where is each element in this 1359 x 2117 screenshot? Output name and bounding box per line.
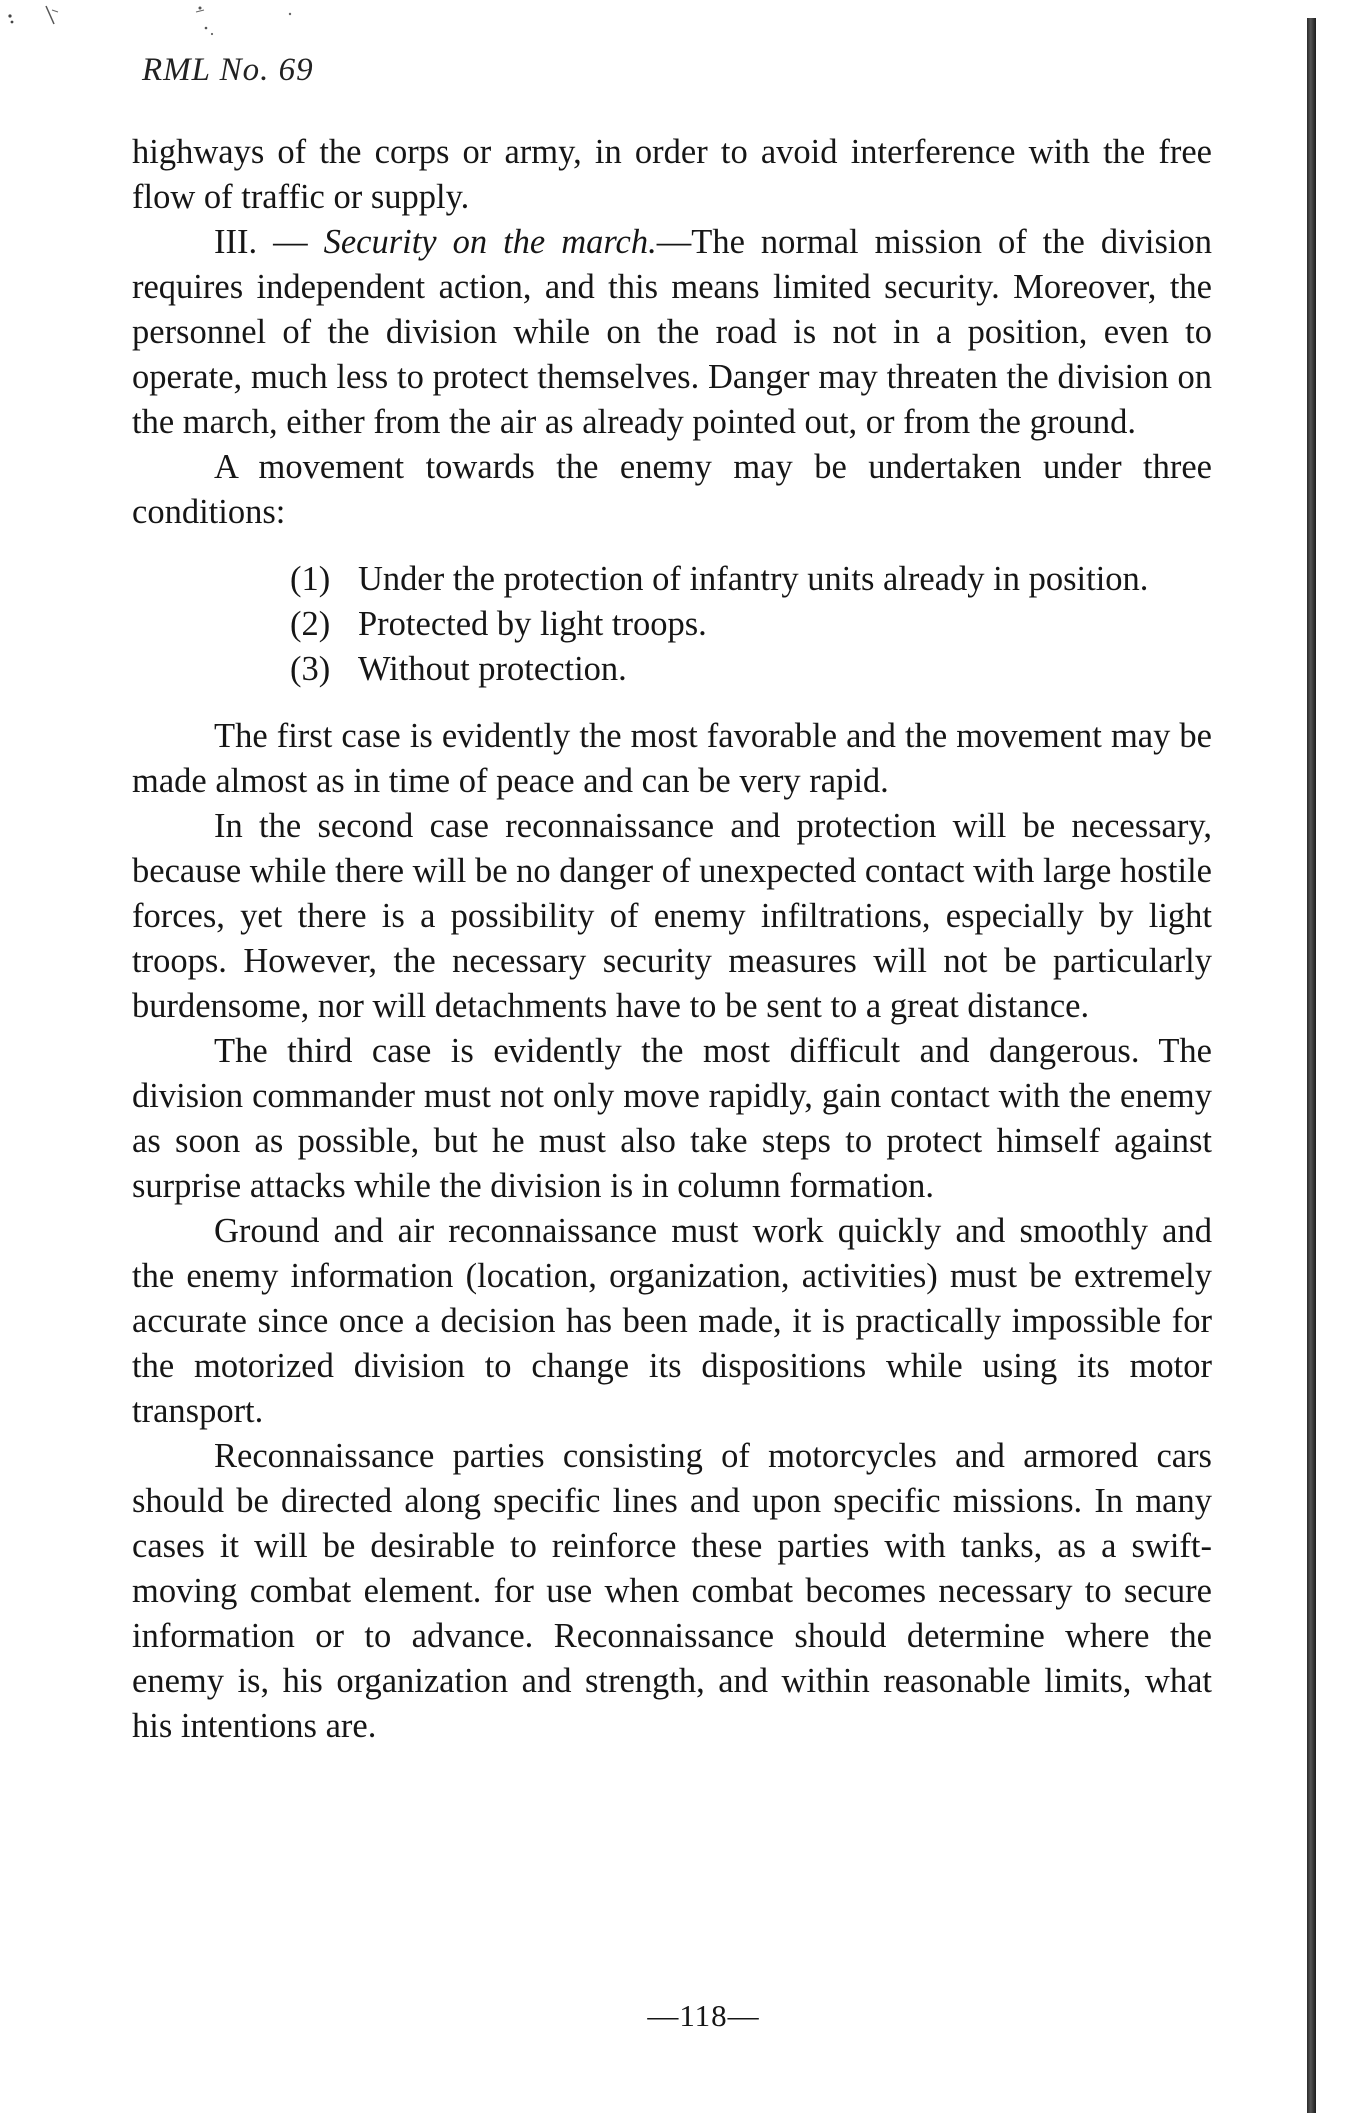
list-item-text: Without protection. [358,650,627,688]
list-item-text: Under the protection of infantry units already in position. [358,560,1149,598]
section-title: Security on the march. [323,223,657,261]
paragraph-third-case: The third case is evidently the most difficult and dangerous. The division commander must not only move rapidly, gain contact with the enemy as soon as possible, but he must also take steps to protect himself against surprise attacks while the division is in column formation. [132,1032,1212,1205]
paragraph-section-iii [132,220,1212,445]
page-number: —118— [647,1998,760,2033]
list-item [132,647,1212,692]
paragraph-conditions-intro: A movement towards the enemy may be undertaken under three conditions: [132,448,1212,531]
list-item-number: (2) [290,605,331,643]
conditions-list [132,557,1212,692]
section-number: III. — [214,223,324,261]
scan-page-edge [1307,18,1316,2113]
list-item-number: (3) [290,650,331,688]
paragraph-continuation: highways of the corps or army, in order to avoid interference with the free flow of traffic or supply. [132,133,1212,216]
list-item [132,557,1212,602]
scan-specks [0,0,360,60]
body-text [132,130,1212,1749]
section-body: —The normal mission of the division requires independent action, and this means limited security. Moreover, the personnel of the division while on the road is not in a position, even to operate, much less to protect themselves. Danger may threaten the division on the march, either from the air as already pointed out, or from the ground. [132,223,1212,441]
paragraph-second-case: In the second case reconnaissance and protection will be necessary, because while there will be no danger of unexpected contact with large hostile forces, yet there is a possibility of enemy infiltrations, especially by light troops. However, the necessary security measures will not be particularly burdensome, nor will detachments have to be sent to a great distance. [132,807,1212,1025]
list-item [132,602,1212,647]
page-number-footer [0,1998,1359,2034]
paragraph-reconnaissance: Ground and air reconnaissance must work quickly and smoothly and the enemy information (location, organization, activities) must be extremely accurate since once a decision has been made, it is practically impossible for the motorized division to change its dispositions while using its motor transport. [132,1212,1212,1430]
list-item-text: Protected by light troops. [358,605,707,643]
running-head: RML No. 69 [142,52,314,88]
paragraph-first-case: The first case is evidently the most favorable and the movement may be made almost as in time of peace and can be very rapid. [132,717,1212,800]
paragraph-reconnaissance-parties: Reconnaissance parties consisting of motorcycles and armored cars should be directed along specific lines and upon specific missions. In many cases it will be desirable to reinforce these parties with tanks, as a swift-moving combat element. for use when combat becomes necessary to secure information or to advance. Reconnaissance should determine where the enemy is, his organization and strength, and within reasonable limits, what his intentions are. [132,1437,1212,1745]
list-item-number: (1) [290,560,331,598]
